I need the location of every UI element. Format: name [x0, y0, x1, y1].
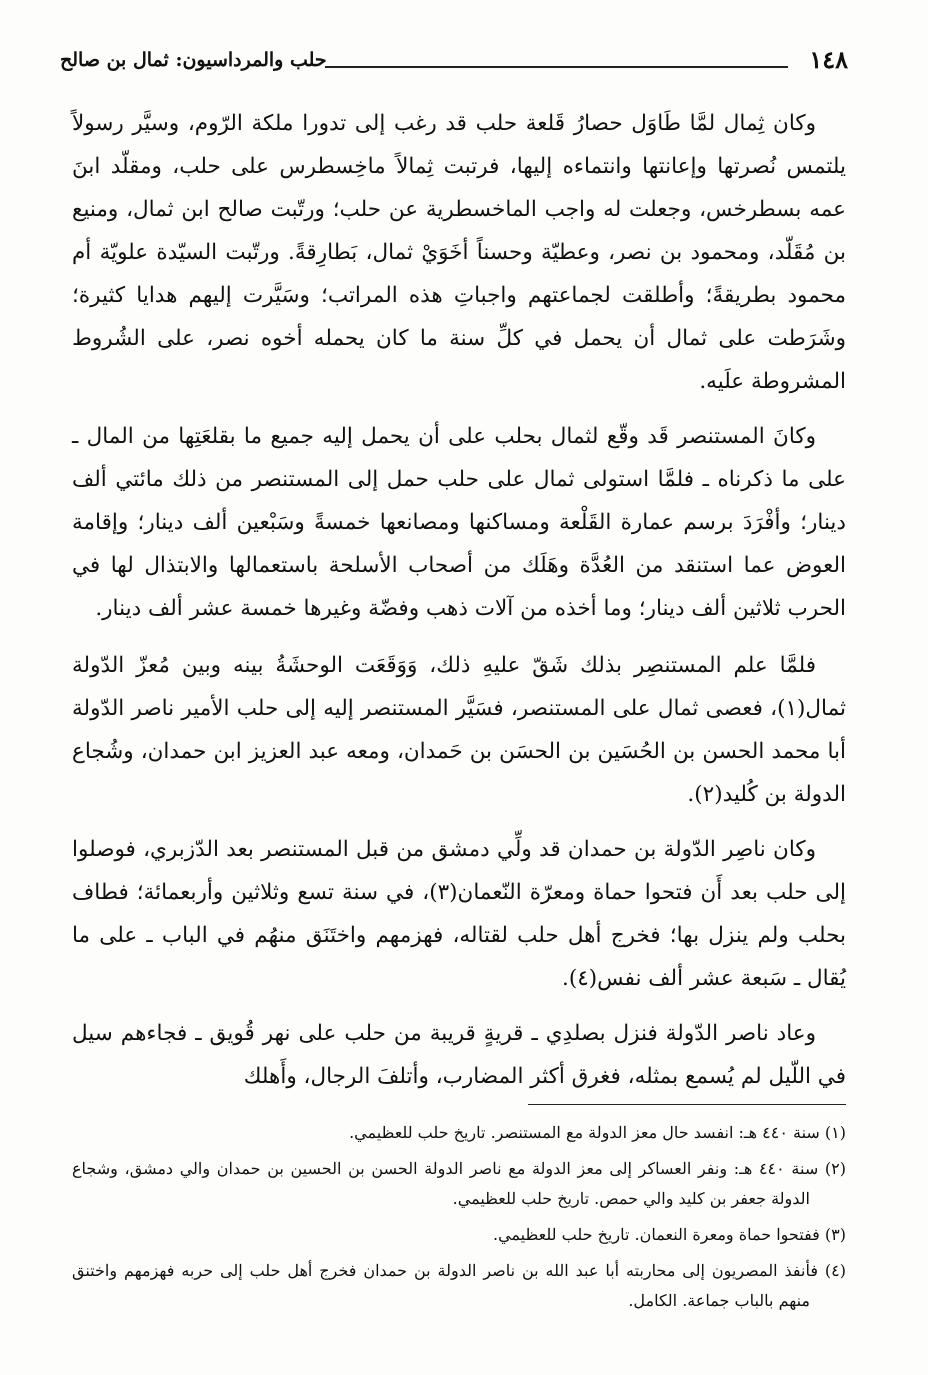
footnote: (٣) ففتحوا حماة ومعرة النعمان. تاريخ حلب للعظيمي. [493, 1225, 846, 1244]
footnote-separator [528, 1104, 846, 1105]
paragraph: وعاد ناصر الدّولة فنزل بصلدِي ـ قريةٍ قريبة من حلب على نهر قُويق ـ فجاءهم سيل في اللّيل لم يُسمع بمثله، فغرق أكثر المضارب، وأتلفَ الرجال، وأَهلك [72, 1021, 846, 1089]
page-header [60, 40, 848, 80]
paragraph: وكان ثِمال لمَّا طَاوَل حصارُ قَلعة حلب قد رغب إلى تدورا ملكة الرّوم، وسيَّر رسولاً يلتمس نُصرتها وإعانتها وانتماءه إليها، فرتبت ثِمالاً ماخِسطرس على حلب، ومقلّد ابنَ عمه بسطرخس، وجعلت له واجب الماخسطرية عن حلب؛ ورتّبت صالح ابن ثمال، ومنيع بن مُقَلّد، ومحمود بن نصر، وعطيّة وحسناً أخَوَيْ ثمال، بَطارِقةً. ورتّبت السيّدة علويّة أم محمود بطريقةً؛ وأطلقت لجماعتهم واجباتِ هذه المراتب؛ وسَيَّرت إليهم هدايا كثيرة؛ وشَرَطت على ثمال أن يحمل في كلِّ سنة ما كان يحمله أخوه نصر، على الشُروط المشروطة علَيه. [72, 111, 846, 394]
footnote: (١) سنة ٤٤٠ هـ: انفسد حال معز الدولة مع المستنصر. تاريخ حلب للعظيمي. [349, 1123, 846, 1142]
paragraph: وكانَ المستنصر قَد وقّع لثمال بحلب على أن يحمل إليه جميع ما بقلعَتِها من المال ـ على ما ذكرناه ـ فلمَّا استولى ثمال على حلب حمل إلى المستنصر من ذلك مائتي ألف دينار؛ وأفْرَدَ برسم عمارة القَلْعة ومساكنها ومصانعها خمسةً وسَبْعين ألف دينار؛ وإقامة العوض عما استنقد من العُدَّة وهَلَك من أصحاب الأسلحة باستعمالها والابتذال لها في الحرب ثلاثين ألف دينار؛ وما أخذه من آلات ذهب وفضّة وغيرها خمسة عشر ألف دينار. [72, 424, 846, 621]
footnote: (٤) فأنفذ المصريون إلى محاربته أبا عبد الله بن ناصر الدولة بن حمدان فخرج أهل حلب إلى حربه فهزمهم واختنق منهم بالباب جماعة. الكامل. [72, 1261, 846, 1310]
paragraph: فلمَّا علم المستنصِر بذلك شَقّ عليهِ ذلك، وَوَقَعَت الوحشَةُ بينه وبين مُعزّ الدّولة ثمال(١)، فعصى ثمال على المستنصر، فسَيَّر المستنصر إليه إلى حلب الأمير ناصر الدّولة أبا محمد الحسن بن الحُسَين بن الحسَن بن حَمدان، ومعه عبد العزيز ابن حمدان، وشُجاع الدولة بن كُليد(٢). [72, 653, 846, 807]
footnote: (٢) سنة ٤٤٠ هـ: ونفر العساكر إلى معز الدولة مع ناصر الدولة الحسن بن الحسين بن حمدان والي دمشق، وشجاع الدولة جعفر بن كليد والي حمص. تاريخ حلب للعظيمي. [72, 1159, 846, 1208]
header-rule [325, 66, 788, 68]
running-title: حلب والمرداسيون: ثمال بن صالح [60, 49, 327, 71]
page-number: ١٤٨ [809, 45, 848, 74]
paragraph: وكان ناصِر الدّولة بن حمدان قد ولِّي دمشق من قبل المستنصر بعد الدّزبري، فوصلوا إلى حلب بعد أَن فتحوا حماة ومعرّة النّعمان(٣)، في سنة تسع وثلاثين وأربعمائة؛ فطاف بحلب ولم ينزل بها؛ فخرج أهل حلب لقتاله، فهزمهم واختَنَق منهُم في الباب ـ على ما يُقال ـ سَبعة عشر ألف نفس(٤). [72, 837, 846, 991]
footnotes [72, 1118, 846, 1322]
body-text [72, 102, 846, 1110]
